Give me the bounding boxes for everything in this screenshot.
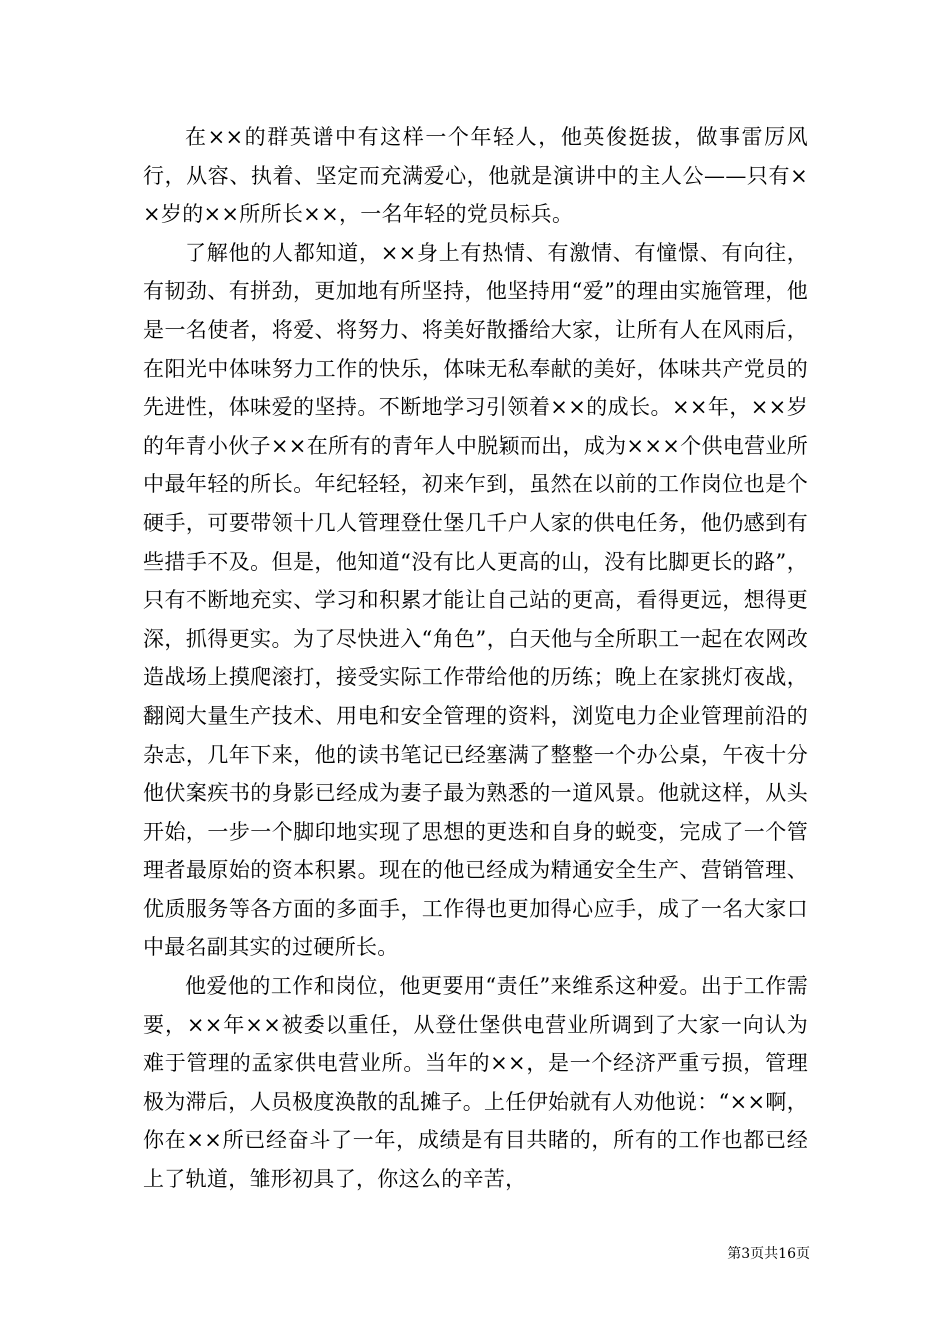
- paragraph-2: 了解他的人都知道，××身上有热情、有激情、有憧憬、有向往，有韧劲、有拼劲，更加地有所坚持，他坚持用“爱”的理由实施管理，他是一名使者，将爱、将努力、将美好散播给大家，让所有人在风雨后，在阳光中体味努力工作的快乐，体味无私奉献的美好，体味共产党员的先进性，体味爱的坚持。不断地学习引领着××的成长。××年，××岁的年青小伙子××在所有的青年人中脱颖而出，成为×××个供电营业所中最年轻的所长。年纪轻轻，初来乍到，虽然在以前的工作岗位也是个硬手，可要带领十几人管理登仕堡几千户人家的供电任务，他仍感到有些措手不及。但是，他知道“没有比人更高的山，没有比脚更长的路”，只有不断地充实、学习和积累才能让自己站的更高，看得更远，想得更深，抓得更实。为了尽快进入“角色”，白天他与全所职工一起在农网改造战场上摸爬滚打，接受实际工作带给他的历练；晚上在家挑灯夜战，翻阅大量生产技术、用电和安全管理的资料，浏览电力企业管理前沿的杂志，几年下来，他的读书笔记已经塞满了整整一个办公桌，午夜十分他伏案疾书的身影已经成为妻子最为熟悉的一道风景。他就这样，从头开始，一步一个脚印地实现了思想的更迭和自身的蜕变，完成了一个管理者最原始的资本积累。现在的他已经成为精通安全生产、营销管理、优质服务等各方面的多面手，工作得也更加得心应手，成了一名大家口中最名副其实的过硬所长。: [143, 240, 808, 960]
- paragraph-3: 他爱他的工作和岗位，他更要用“责任”来维系这种爱。出于工作需要，××年××被委以重任，从登仕堡供电营业所调到了大家一向认为难于管理的孟家供电营业所。当年的××，是一个经济严重亏损，管理极为滞后，人员极度涣散的乱摊子。上任伊始就有人劝他说：“××啊，你在××所已经奋斗了一年，成绩是有目共睹的，所有的工作也都已经上了轨道，雏形初具了，你这么的辛苦，: [143, 974, 808, 1192]
- page-number: 第3页共16页: [727, 1246, 810, 1262]
- body-text: [143, 118, 808, 1199]
- paragraph-1: 在××的群英谱中有这样一个年轻人，他英俊挺拔，做事雷厉风行，从容、执着、坚定而充满爱心，他就是演讲中的主人公——只有××岁的××所所长××，一名年轻的党员标兵。: [143, 125, 808, 227]
